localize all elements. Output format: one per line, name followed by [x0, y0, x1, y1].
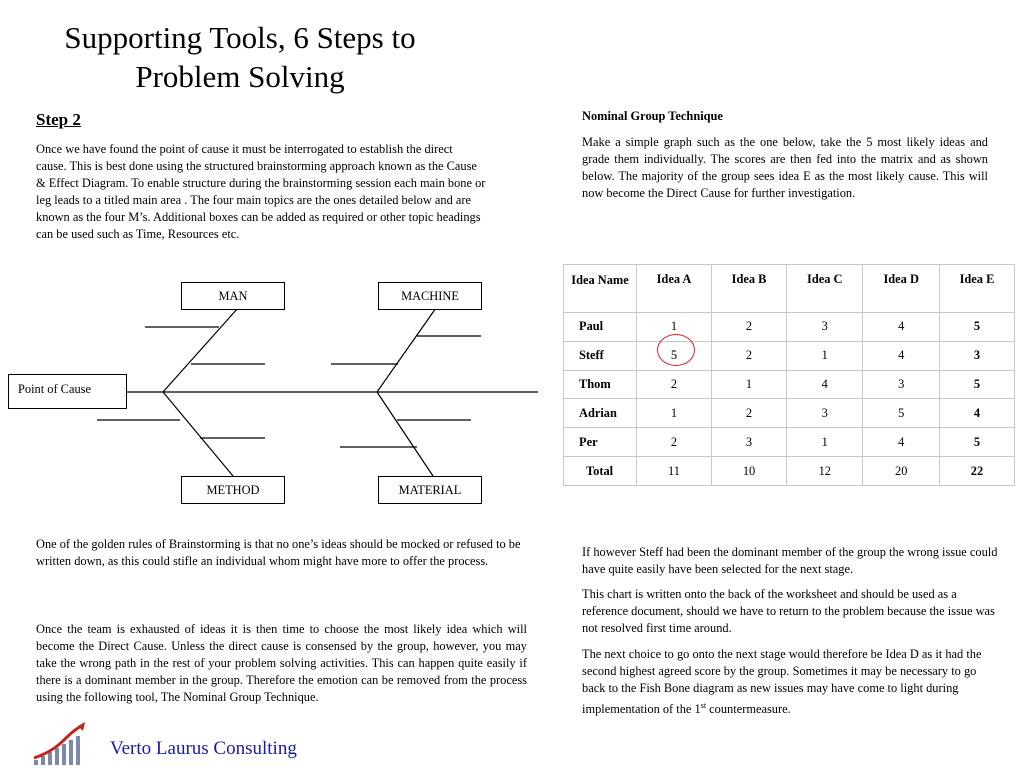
- steff-paragraph: If however Steff had been the dominant member of the group the wrong issue could have quite easily have been selected for the next stage.: [582, 545, 998, 576]
- point-of-cause-box: Point of Cause: [8, 374, 127, 409]
- page-title: Supporting Tools, 6 Steps to Problem Solving: [64, 20, 416, 94]
- golden-rule-paragraph: One of the golden rules of Brainstorming is that no one’s ideas should be mocked or refused to be written down, as this could stifle an individual whom might have more to offer the process.: [36, 537, 521, 568]
- fishbone-bone-method: [163, 392, 233, 476]
- table-cell: 3: [787, 313, 863, 342]
- table-cell: 1: [787, 341, 863, 370]
- fishbone-bone-machine: [377, 308, 436, 392]
- table-cell: 4: [863, 341, 939, 370]
- next-choice-text-end: countermeasure.: [706, 702, 791, 717]
- direct-cause-paragraph: Once the team is exhausted of ideas it is then time to choose the most likely idea which will become the Direct Cause. Unless the direct cause is consensed by the group, however, you may take the wrong path in the rest of your problem solving activities. This can happen quite easily if there is a dominant member in the group. Therefore the emotion can be removed from the process using the following tool, The Nominal Group Technique.: [36, 622, 527, 704]
- table-row-total: [564, 457, 1015, 486]
- row-name: Adrian: [564, 399, 637, 428]
- row-name: Paul: [564, 313, 637, 342]
- table-cell: 3: [787, 399, 863, 428]
- table-header-row: [564, 265, 1015, 313]
- table-header: Idea A: [637, 265, 712, 313]
- ngt-paragraph: Make a simple graph such as the one below, take the 5 most likely ideas and grade them individually. The scores are then fed into the matrix and as shown below. The majority of the group sees idea E as the most likely cause. This will now become the Direct Cause for further investigation.: [582, 135, 988, 200]
- fishbone-bone-material: [377, 392, 433, 476]
- table-cell: 20: [863, 457, 939, 486]
- table-cell: 1: [637, 313, 712, 342]
- table-cell: 3: [863, 370, 939, 399]
- table-row: [564, 370, 1015, 399]
- table-cell: 5: [939, 428, 1014, 457]
- table-header: Idea B: [712, 265, 787, 313]
- table-cell: 5: [637, 341, 712, 370]
- table-cell: 22: [939, 457, 1014, 486]
- table-cell: 2: [712, 313, 787, 342]
- table-cell: 4: [863, 428, 939, 457]
- row-name: Thom: [564, 370, 637, 399]
- ngt-heading: Nominal Group Technique: [582, 109, 723, 123]
- table-cell: 10: [712, 457, 787, 486]
- row-name: Per: [564, 428, 637, 457]
- nominal-group-table: [563, 264, 1015, 486]
- table-cell: 2: [712, 399, 787, 428]
- table-cell: 4: [863, 313, 939, 342]
- highlight-circle: [657, 334, 695, 366]
- fishbone-man-box: MAN: [181, 282, 285, 310]
- table-row: [564, 399, 1015, 428]
- table-header: Idea E: [939, 265, 1014, 313]
- table-row: [564, 428, 1015, 457]
- table-header: [564, 265, 637, 313]
- header-idea-name: Idea Name: [571, 273, 629, 287]
- growth-chart-icon: [32, 722, 88, 766]
- table-cell: 5: [863, 399, 939, 428]
- table-cell: 5: [939, 370, 1014, 399]
- reference-paragraph: This chart is written onto the back of the worksheet and should be used as a reference document, should we have to return to the problem because the issue was not resolved first time around.: [582, 587, 995, 635]
- fishbone-machine-box: MACHINE: [378, 282, 482, 310]
- fishbone-method-box: METHOD: [181, 476, 285, 504]
- next-choice-text: The next choice to go onto the next stage would therefore be Idea D as it had the second highest agreed score by the group. Sometimes it may be necessary to go back to the Fish Bone diagram as new issues may have come to light during implementation of the 1: [582, 647, 982, 717]
- superscript-st: st: [700, 701, 707, 710]
- table-cell: 12: [787, 457, 863, 486]
- table-header: Idea C: [787, 265, 863, 313]
- step-paragraph: Once we have found the point of cause it must be interrogated to establish the direct cause. This is best done using the structured brainstorming approach known as the Cause & Effect Diagram. To enable structure during the brainstorming session each main bone or leg leads to a titled main area . The four main topics are the ones detailed below and are known as the four M’s. Additional boxes can be added as required or other topic headings can be used such as Time, Resources etc.: [36, 142, 486, 241]
- table-cell: 2: [712, 341, 787, 370]
- table-cell: 1: [637, 399, 712, 428]
- table-cell: 4: [939, 399, 1014, 428]
- table-cell: 2: [637, 370, 712, 399]
- fishbone-material-box: MATERIAL: [378, 476, 482, 504]
- table-cell: 4: [787, 370, 863, 399]
- table-cell: 11: [637, 457, 712, 486]
- company-name: Verto Laurus Consulting: [110, 738, 297, 759]
- next-choice-paragraph: [582, 646, 1002, 718]
- table-row: [564, 341, 1015, 370]
- table-cell: 3: [939, 341, 1014, 370]
- fishbone-bone-man: [163, 308, 238, 392]
- step-heading: Step 2: [36, 110, 81, 129]
- row-name: Total: [564, 457, 637, 486]
- table-cell: 2: [637, 428, 712, 457]
- table-header: Idea D: [863, 265, 939, 313]
- table-cell: 3: [712, 428, 787, 457]
- table-cell: 1: [712, 370, 787, 399]
- table-row: [564, 313, 1015, 342]
- table-cell: 1: [787, 428, 863, 457]
- table-cell: 5: [939, 313, 1014, 342]
- row-name: Steff: [564, 341, 637, 370]
